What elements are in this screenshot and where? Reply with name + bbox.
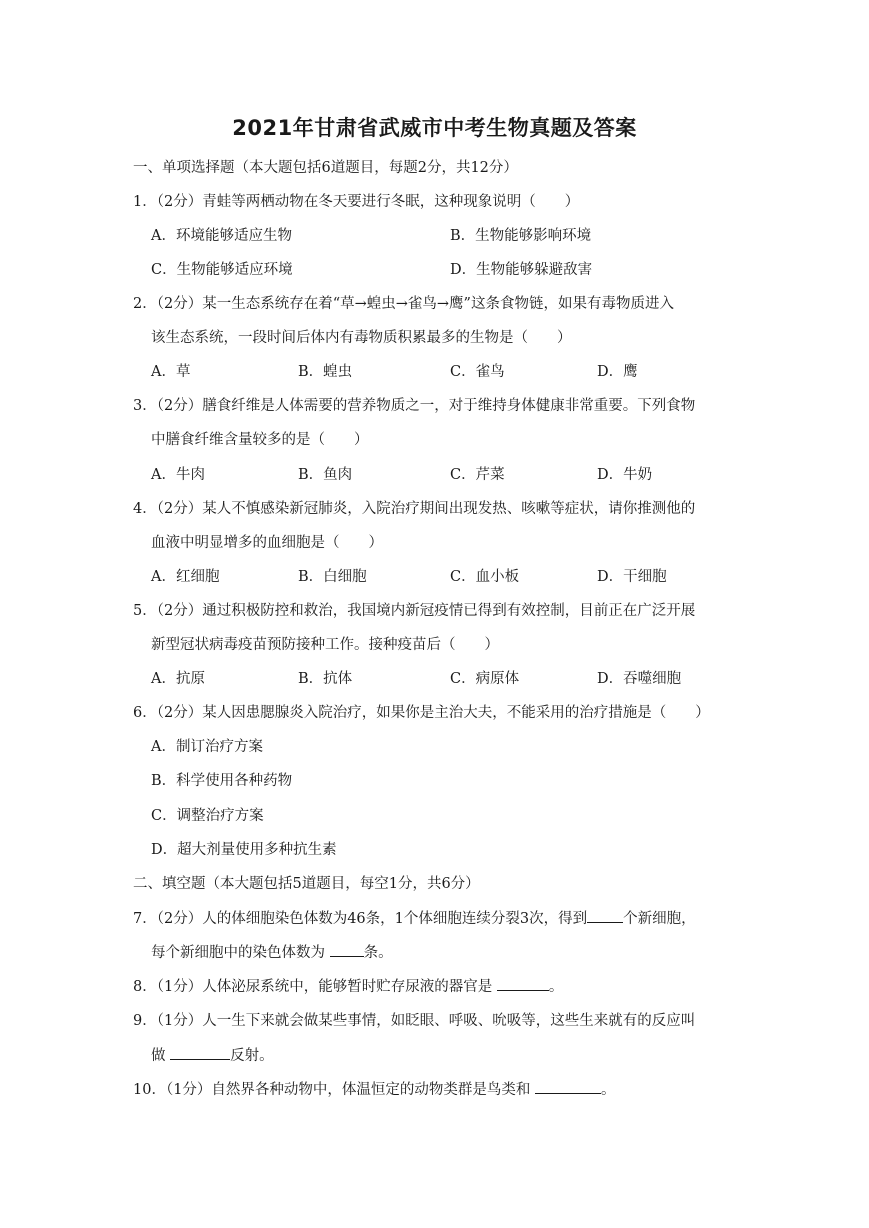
question-4-stem-line-2: 血液中明显增多的血细胞是（ ） — [151, 535, 383, 551]
question-9-text-3: 反射。 — [230, 1048, 274, 1064]
question-10-text-1: 10．（1分）自然界各种动物中，体温恒定的动物类群是鸟类和 — [133, 1082, 536, 1098]
question-8-line — [133, 976, 563, 997]
question-7-text-2: 个新细胞， — [623, 911, 696, 927]
question-1-option-d: D．生物能够躲避敌害 — [450, 262, 593, 278]
question-3-option-d: D．牛奶 — [597, 467, 653, 483]
question-5-stem-line-1: 5．（2分）通过积极防控和救治，我国境内新冠疫情已得到有效控制，目前正在广泛开展 — [133, 603, 696, 619]
question-3-option-a: A．牛肉 — [151, 467, 205, 483]
question-3-stem-line-2: 中膳食纤维含量较多的是（ ） — [151, 432, 369, 448]
question-10-line — [133, 1079, 616, 1100]
question-1-option-a: A．环境能够适应生物 — [151, 228, 292, 244]
question-2-option-b: B．蝗虫 — [298, 364, 353, 380]
question-5-option-b: B．抗体 — [298, 671, 353, 687]
question-10-blank[interactable] — [535, 1079, 601, 1094]
question-8-text-2: 。 — [548, 979, 564, 995]
question-4-option-b: B．白细胞 — [298, 569, 367, 585]
question-2-option-a: A．草 — [151, 364, 191, 380]
question-7-line-2 — [151, 942, 393, 963]
question-7-blank-2[interactable] — [330, 942, 364, 957]
question-2-option-c: C．雀鸟 — [450, 364, 505, 380]
question-8-text-1: 8．（1分）人体泌尿系统中，能够暂时贮存尿液的器官是 — [133, 979, 497, 995]
question-5-stem-line-2: 新型冠状病毒疫苗预防接种工作。接种疫苗后（ ） — [151, 637, 499, 653]
question-5-option-a: A．抗原 — [151, 671, 205, 687]
question-6-option-d: D．超大剂量使用多种抗生素 — [151, 842, 337, 858]
section-heading-choice: 一、单项选择题（本大题包括6道题目，每题2分，共12分） — [133, 160, 518, 176]
question-1-stem: 1．（2分）青蛙等两栖动物在冬天要进行冬眠，这种现象说明（ ） — [133, 194, 580, 210]
question-5-option-d: D．吞噬细胞 — [597, 671, 682, 687]
question-4-option-d: D．干细胞 — [597, 569, 667, 585]
question-4-option-c: C．血小板 — [450, 569, 520, 585]
question-7-line-1 — [133, 908, 696, 929]
question-8-blank[interactable] — [497, 976, 549, 991]
question-3-option-c: C．芹菜 — [450, 467, 505, 483]
question-1-option-c: C．生物能够适应环境 — [151, 262, 293, 278]
question-3-option-b: B．鱼肉 — [298, 467, 353, 483]
question-6-option-c: C．调整治疗方案 — [151, 808, 264, 824]
question-7-text-3: 每个新细胞中的染色体数为 — [151, 945, 330, 961]
question-7-text-1: 7．（2分）人的体细胞染色体数为46条，1个体细胞连续分裂3次，得到 — [133, 911, 588, 927]
question-4-stem-line-1: 4．（2分）某人不慎感染新冠肺炎，入院治疗期间出现发热、咳嗽等症状，请你推测他的 — [133, 501, 696, 517]
question-9-line-1: 9．（1分）人一生下来就会做某些事情，如眨眼、呼吸、吮吸等，这些生来就有的反应叫 — [133, 1013, 696, 1029]
question-7-blank-1[interactable] — [587, 908, 623, 923]
question-9-blank[interactable] — [170, 1045, 230, 1060]
question-5-option-c: C．病原体 — [450, 671, 520, 687]
question-2-stem-line-1: 2．（2分）某一生态系统存在着“草→蝗虫→雀鸟→鹰”这条食物链，如果有毒物质进入 — [133, 296, 674, 312]
question-6-option-b: B．科学使用各种药物 — [151, 773, 293, 789]
question-4-option-a: A．红细胞 — [151, 569, 220, 585]
question-6-option-a: A．制订治疗方案 — [151, 739, 263, 755]
section-heading-fill-in: 二、填空题（本大题包括5道题目，每空1分，共6分） — [133, 876, 480, 892]
question-7-text-4: 条。 — [363, 945, 393, 961]
question-9-line-2 — [151, 1045, 274, 1066]
question-9-text-2: 做 — [151, 1048, 171, 1064]
question-2-option-d: D．鹰 — [597, 364, 638, 380]
question-2-stem-line-2: 该生态系统，一段时间后体内有毒物质积累最多的生物是（ ） — [151, 330, 572, 346]
page-title: 2021年甘肃省武威市中考生物真题及答案 — [232, 116, 637, 140]
question-10-text-2: 。 — [601, 1082, 616, 1098]
question-1-option-b: B．生物能够影响环境 — [450, 228, 592, 244]
question-3-stem-line-1: 3．（2分）膳食纤维是人体需要的营养物质之一，对于维持身体健康非常重要。下列食物 — [133, 398, 696, 414]
question-6-stem: 6．（2分）某人因患腮腺炎入院治疗，如果你是主治大夫，不能采用的治疗措施是（ ） — [133, 705, 710, 721]
